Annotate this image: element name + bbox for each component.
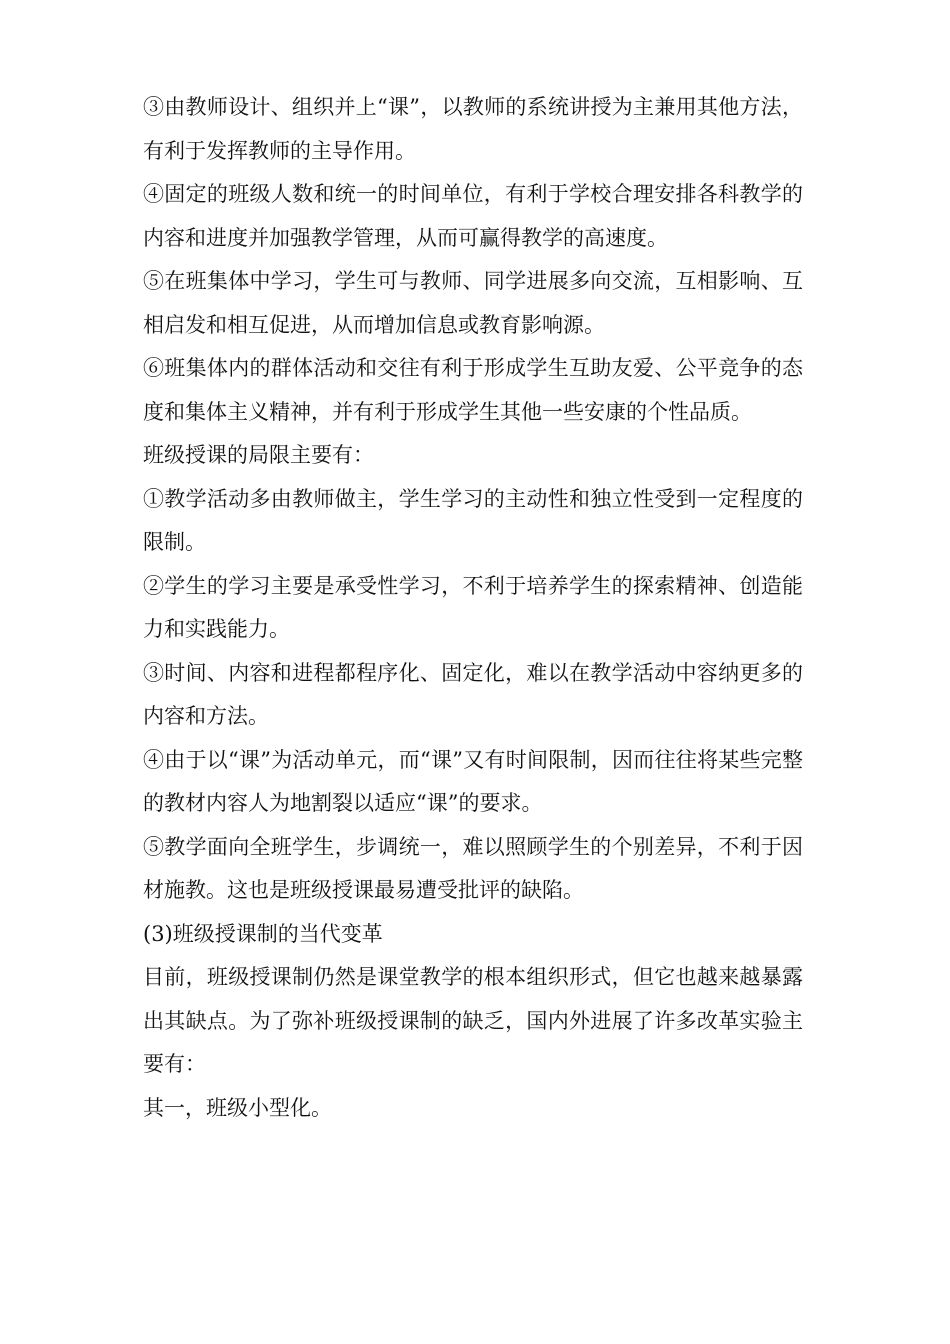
document-body xyxy=(143,86,803,1130)
paragraph-limitation-4: ④由于以“课”为活动单元，而“课”又有时间限制，因而往往将某些完整的教材内容人为地割裂以适应“课”的要求。 xyxy=(143,747,803,815)
paragraph-advantage-4: ④固定的班级人数和统一的时间单位，有利于学校合理安排各科教学的内容和进度并加强教学管理，从而可赢得教学的高速度。 xyxy=(143,182,803,250)
paragraph-limitation-1: ①教学活动多由教师做主，学生学习的主动性和独立性受到一定程度的限制。 xyxy=(143,486,803,554)
paragraph-limitation-2: ②学生的学习主要是承受性学习，不利于培养学生的探索精神、创造能力和实践能力。 xyxy=(143,573,803,641)
paragraph-limitation-5: ⑤教学面向全班学生，步调统一，难以照顾学生的个别差异，不利于因材施教。这也是班级授课最易遭受批评的缺陷。 xyxy=(143,834,803,902)
paragraph-reform-intro: 目前，班级授课制仍然是课堂教学的根本组织形式，但它也越来越暴露出其缺点。为了弥补班级授课制的缺乏，国内外进展了许多改革实验主要有： xyxy=(143,965,803,1076)
paragraph-limitation-3: ③时间、内容和进程都程序化、固定化，难以在教学活动中容纳更多的内容和方法。 xyxy=(143,660,803,728)
paragraph-reform-item-1: 其一，班级小型化。 xyxy=(143,1095,332,1120)
paragraph-advantage-6: ⑥班集体内的群体活动和交往有利于形成学生互助友爱、公平竞争的态度和集体主义精神，并有利于形成学生其他一些安康的个性品质。 xyxy=(143,356,803,424)
paragraph-limitations-heading: 班级授课的局限主要有： xyxy=(143,443,374,467)
section-heading-reform: (3)班级授课制的当代变革 xyxy=(143,921,383,946)
paragraph-advantage-3: ③由教师设计、组织并上“课”，以教师的系统讲授为主兼用其他方法，有利于发挥教师的主导作用。 xyxy=(143,95,803,163)
paragraph-advantage-5: ⑤在班集体中学习，学生可与教师、同学进展多向交流，互相影响、互相启发和相互促进，从而增加信息或教育影响源。 xyxy=(143,269,803,337)
